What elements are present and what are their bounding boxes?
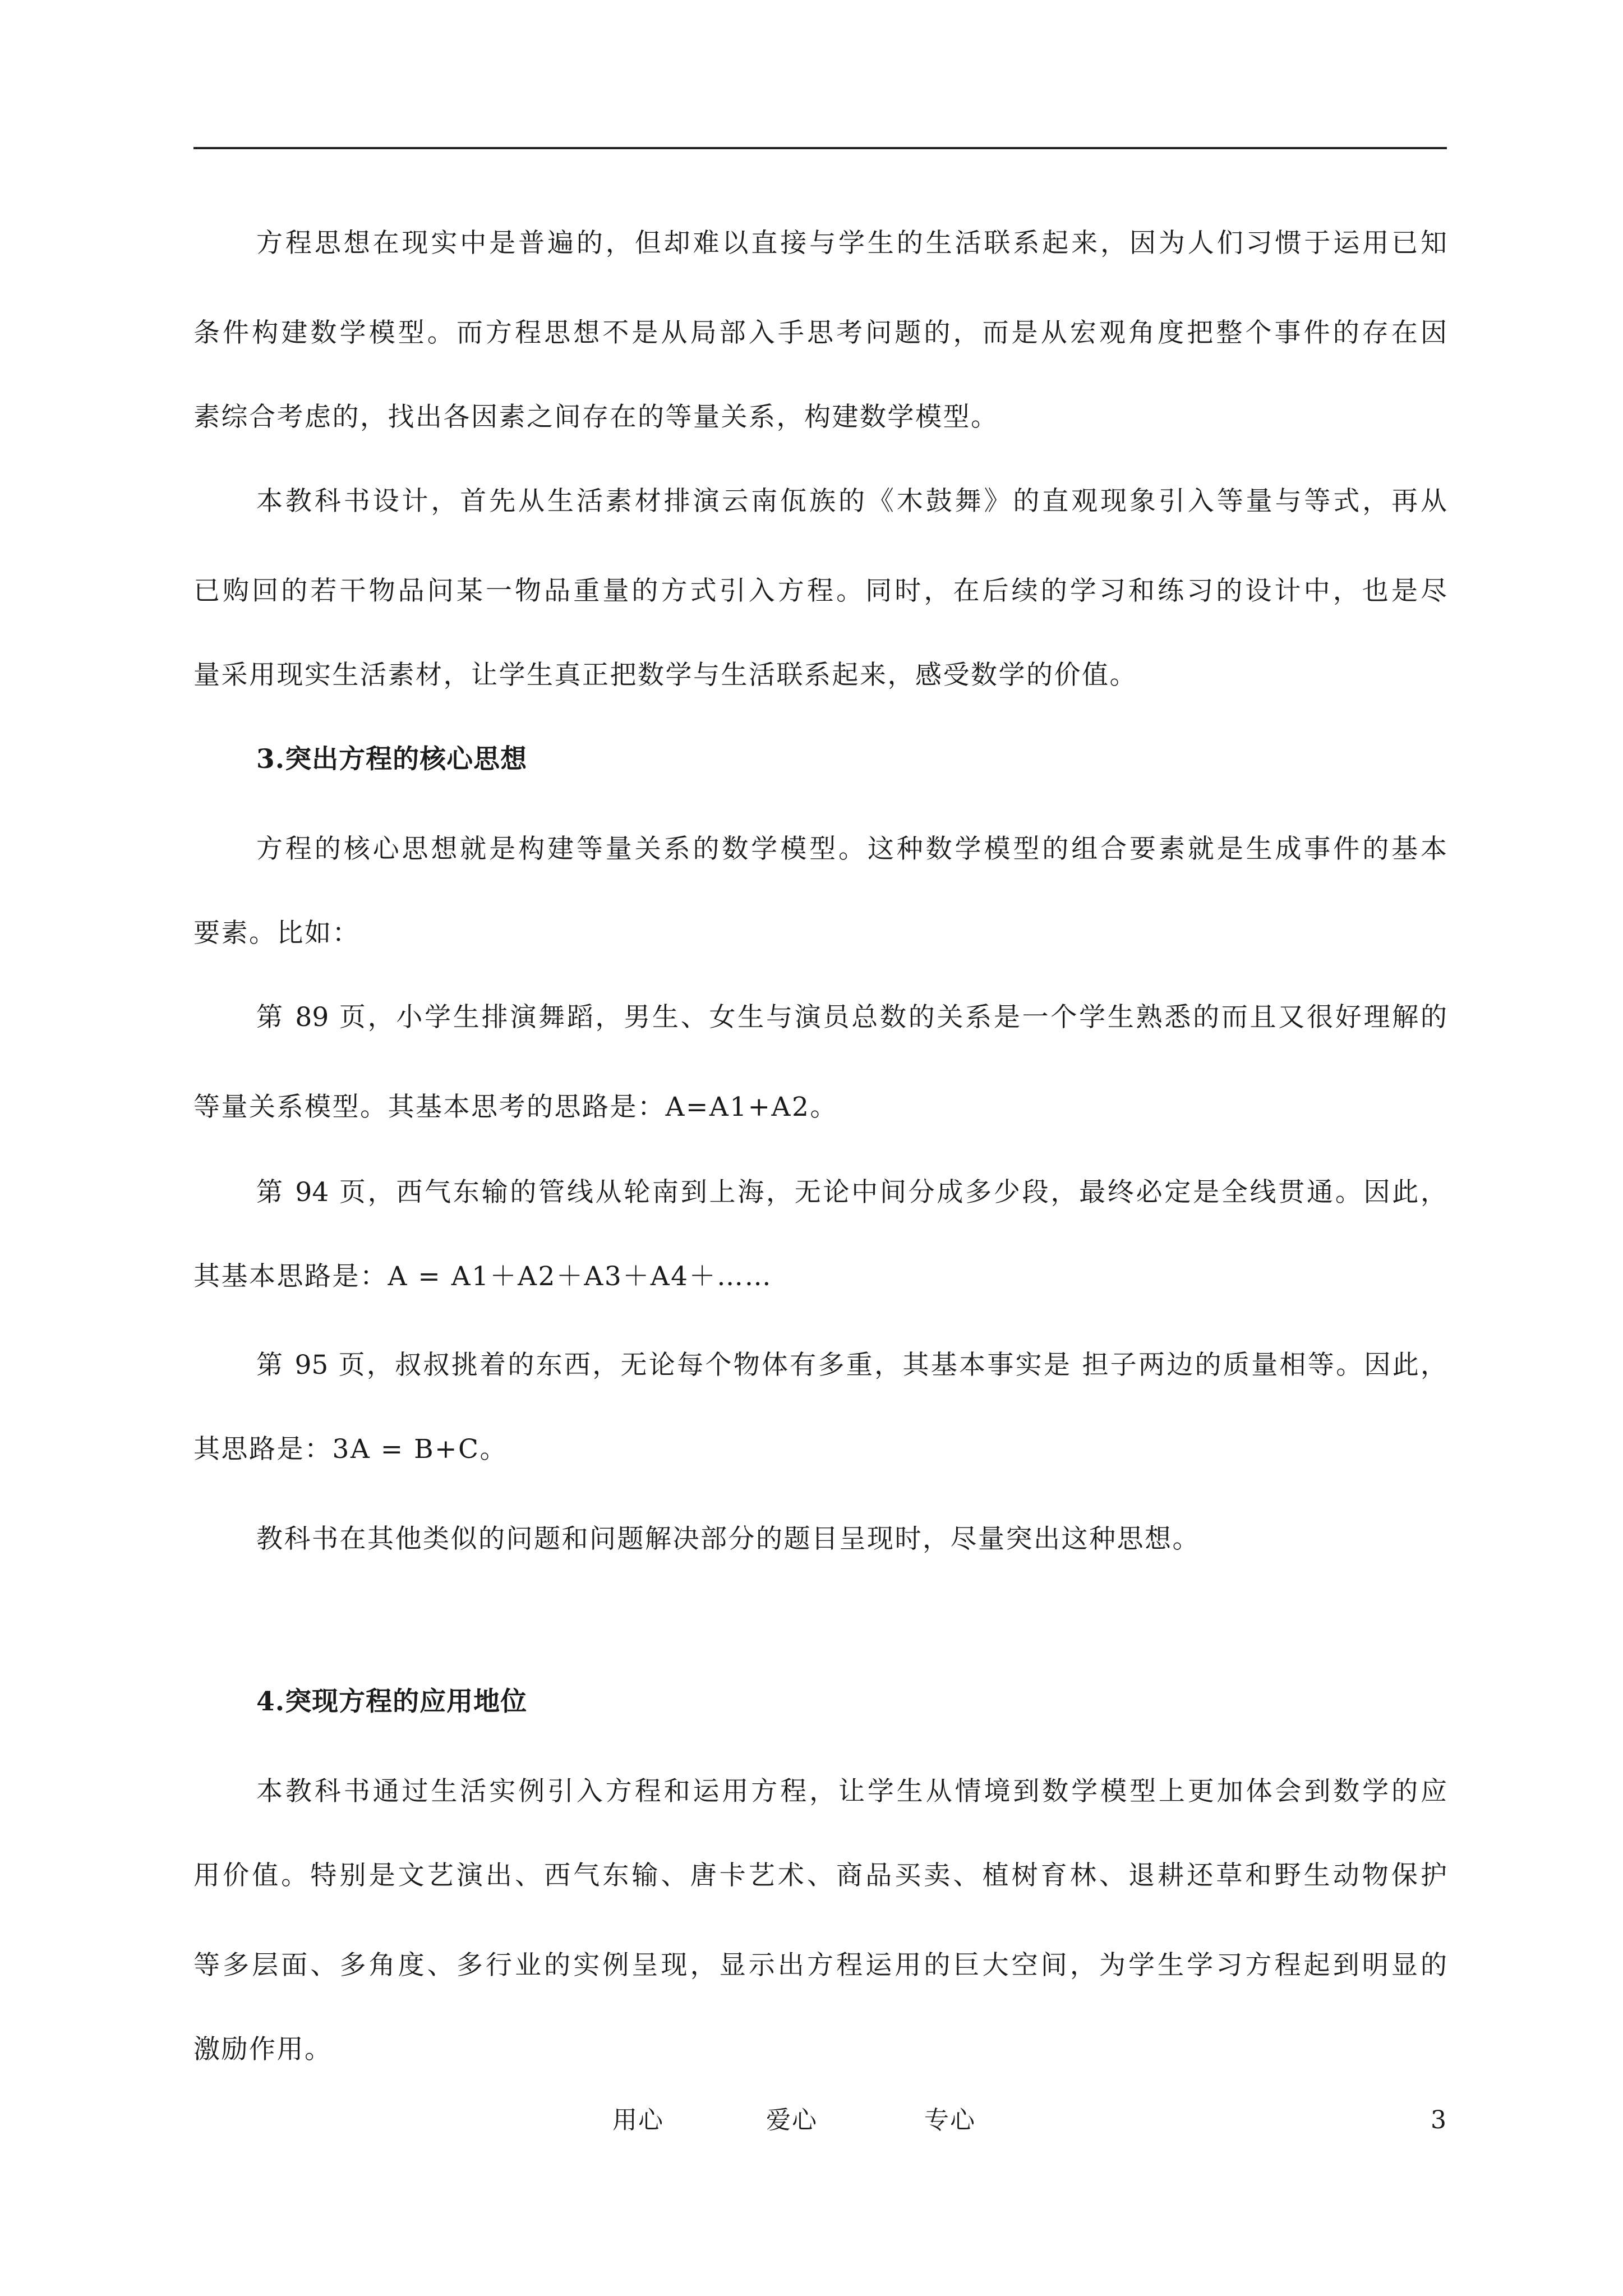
paragraph-line: 第 89 页，小学生排演舞蹈，男生、女生与演员总数的关系是一个学生熟悉的而且又很好理解的: [256, 1002, 1447, 1033]
page-number: 3: [1431, 2106, 1447, 2134]
header-rule: [193, 147, 1447, 149]
paragraph-line: 本教科书设计，首先从生活素材排演云南佤族的《木鼓舞》的直观现象引入等量与等式，再从: [256, 486, 1447, 517]
paragraph-line: 用价值。特别是文艺演出、西气东输、唐卡艺术、商品买卖、植树育林、退耕还草和野生动物保护: [193, 1860, 1447, 1891]
paragraph-line: 素综合考虑的，找出各因素之间存在的等量关系，构建数学模型。: [193, 402, 999, 432]
paragraph-line: 量采用现实生活素材，让学生真正把数学与生活联系起来，感受数学的价值。: [193, 660, 1137, 691]
paragraph-line: 第 95 页，叔叔挑着的东西，无论每个物体有多重，其基本事实是 担子两边的质量相等。因此，: [256, 1350, 1447, 1381]
paragraph-line: 条件构建数学模型。而方程思想不是从局部入手思考问题的，而是从宏观角度把整个事件的存在因: [193, 318, 1447, 348]
paragraph-line: 教科书在其他类似的问题和问题解决部分的题目呈现时，尽量突出这种思想。: [256, 1524, 1200, 1554]
paragraph-line: 本教科书通过生活实例引入方程和运用方程，让学生从情境到数学模型上更加体会到数学的应: [256, 1776, 1447, 1807]
paragraph-line: 其基本思路是：A = A1＋A2＋A3＋A4＋……: [193, 1261, 773, 1292]
paragraph-line: 方程思想在现实中是普遍的，但却难以直接与学生的生活联系起来，因为人们习惯于运用已知: [256, 228, 1447, 259]
paragraph-line: 要素。比如：: [193, 918, 360, 949]
paragraph-line: 方程的核心思想就是构建等量关系的数学模型。这种数学模型的组合要素就是生成事件的基本: [256, 834, 1447, 864]
paragraph-line: 等量关系模型。其基本思考的思路是：A=A1+A2。: [193, 1092, 838, 1122]
paragraph-line: 已购回的若干物品问某一物品重量的方式引入方程。同时，在后续的学习和练习的设计中，也是尽: [193, 576, 1447, 606]
paragraph-line: 激励作用。: [193, 2034, 333, 2065]
section-heading: 4.突现方程的应用地位: [256, 1686, 528, 1717]
paragraph-line: 第 94 页，西气东输的管线从轮南到上海，无论中间分成多少段，最终必定是全线贯通。因此，: [256, 1177, 1447, 1208]
section-heading: 3.突出方程的核心思想: [256, 744, 528, 775]
footer-motto-1: 用心: [612, 2106, 664, 2134]
paragraph-line: 其思路是：3A = B+C。: [193, 1434, 508, 1465]
paragraph-line: 等多层面、多角度、多行业的实例呈现，显示出方程运用的巨大空间，为学生学习方程起到明显的: [193, 1950, 1447, 1981]
footer-motto-2: 爱心: [766, 2106, 818, 2134]
footer-motto-3: 专心: [924, 2106, 976, 2134]
